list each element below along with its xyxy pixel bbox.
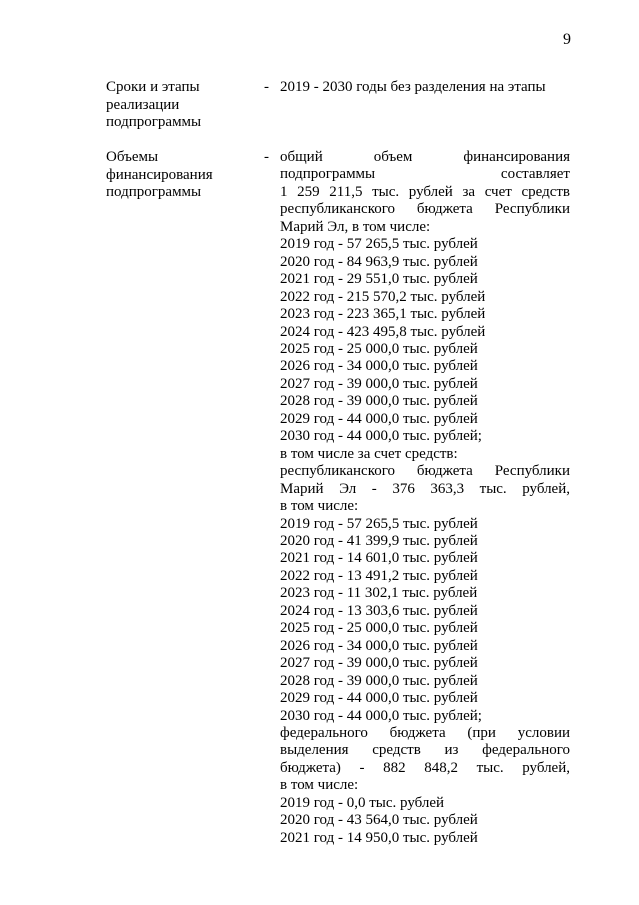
text-line: бюджета) - 882 848,2 тыс. рублей, <box>280 759 570 776</box>
text-line: 2028 год - 39 000,0 тыс. рублей <box>280 672 478 689</box>
text-line: 2019 - 2030 годы без разделения на этапы <box>280 79 546 95</box>
text-line: республиканского бюджета Республики <box>280 201 570 218</box>
text-line: 2021 год - 14 601,0 тыс. рублей <box>280 550 478 567</box>
section-label <box>106 79 246 132</box>
text-line: федерального бюджета (при условии <box>280 724 570 741</box>
dash-separator: - <box>264 149 269 165</box>
text-line: выделения средств из федерального <box>280 742 570 759</box>
text-line: 2020 год - 84 963,9 тыс. рублей <box>280 253 478 270</box>
text-line: 2019 год - 57 265,5 тыс. рублей <box>280 236 478 253</box>
text-line: 2025 год - 25 000,0 тыс. рублей <box>280 340 478 357</box>
text-line: подпрограммы <box>106 114 202 131</box>
dash-separator: - <box>264 79 269 95</box>
text-line: 2019 год - 0,0 тыс. рублей <box>280 794 445 811</box>
text-line: 2021 год - 29 551,0 тыс. рублей <box>280 271 478 288</box>
text-line: 2020 год - 43 564,0 тыс. рублей <box>280 812 478 829</box>
text-line: общий объем финансирования <box>280 149 570 165</box>
text-line: Марий Эл - 376 363,3 тыс. рублей, <box>280 480 570 497</box>
text-line: 2026 год - 34 000,0 тыс. рублей <box>280 637 478 654</box>
text-line: 2030 год - 44 000,0 тыс. рублей; <box>280 707 482 724</box>
text-line: Марий Эл, в том числе: <box>280 218 431 235</box>
text-line: в том числе за счет средств: <box>280 445 458 462</box>
text-line: подпрограммы <box>106 184 202 201</box>
text-line: 2026 год - 34 000,0 тыс. рублей <box>280 358 478 375</box>
page-number: 9 <box>563 31 571 48</box>
text-line: республиканского бюджета Республики <box>280 463 570 480</box>
section-value <box>280 149 570 847</box>
text-line: подпрограммы составляет <box>280 166 570 183</box>
text-line: Объемы <box>106 149 159 165</box>
text-line: 2023 год - 223 365,1 тыс. рублей <box>280 306 486 323</box>
text-line: 2028 год - 39 000,0 тыс. рублей <box>280 393 478 410</box>
text-line: 2025 год - 25 000,0 тыс. рублей <box>280 620 478 637</box>
section-value <box>280 79 570 96</box>
text-line: реализации <box>106 96 180 113</box>
text-line: 2022 год - 215 570,2 тыс. рублей <box>280 288 486 305</box>
text-line: 2030 год - 44 000,0 тыс. рублей; <box>280 428 482 445</box>
text-line: 2022 год - 13 491,2 тыс. рублей <box>280 567 478 584</box>
text-line: финансирования <box>106 166 213 183</box>
text-line: 2027 год - 39 000,0 тыс. рублей <box>280 655 478 672</box>
text-line: 2021 год - 14 950,0 тыс. рублей <box>280 829 478 846</box>
text-line: в том числе: <box>280 777 359 794</box>
text-line: 2020 год - 41 399,9 тыс. рублей <box>280 532 478 549</box>
text-line: Сроки и этапы <box>106 79 200 95</box>
text-line: 2024 год - 13 303,6 тыс. рублей <box>280 602 478 619</box>
section-label <box>106 149 246 202</box>
text-line: 2029 год - 44 000,0 тыс. рублей <box>280 410 478 427</box>
text-line: 2019 год - 57 265,5 тыс. рублей <box>280 515 478 532</box>
text-line: 1 259 211,5 тыс. рублей за счет средств <box>280 183 570 200</box>
text-line: 2027 год - 39 000,0 тыс. рублей <box>280 375 478 392</box>
text-line: 2024 год - 423 495,8 тыс. рублей <box>280 323 486 340</box>
text-line: в том числе: <box>280 498 359 515</box>
text-line: 2029 год - 44 000,0 тыс. рублей <box>280 690 478 707</box>
text-line: 2023 год - 11 302,1 тыс. рублей <box>280 585 478 602</box>
